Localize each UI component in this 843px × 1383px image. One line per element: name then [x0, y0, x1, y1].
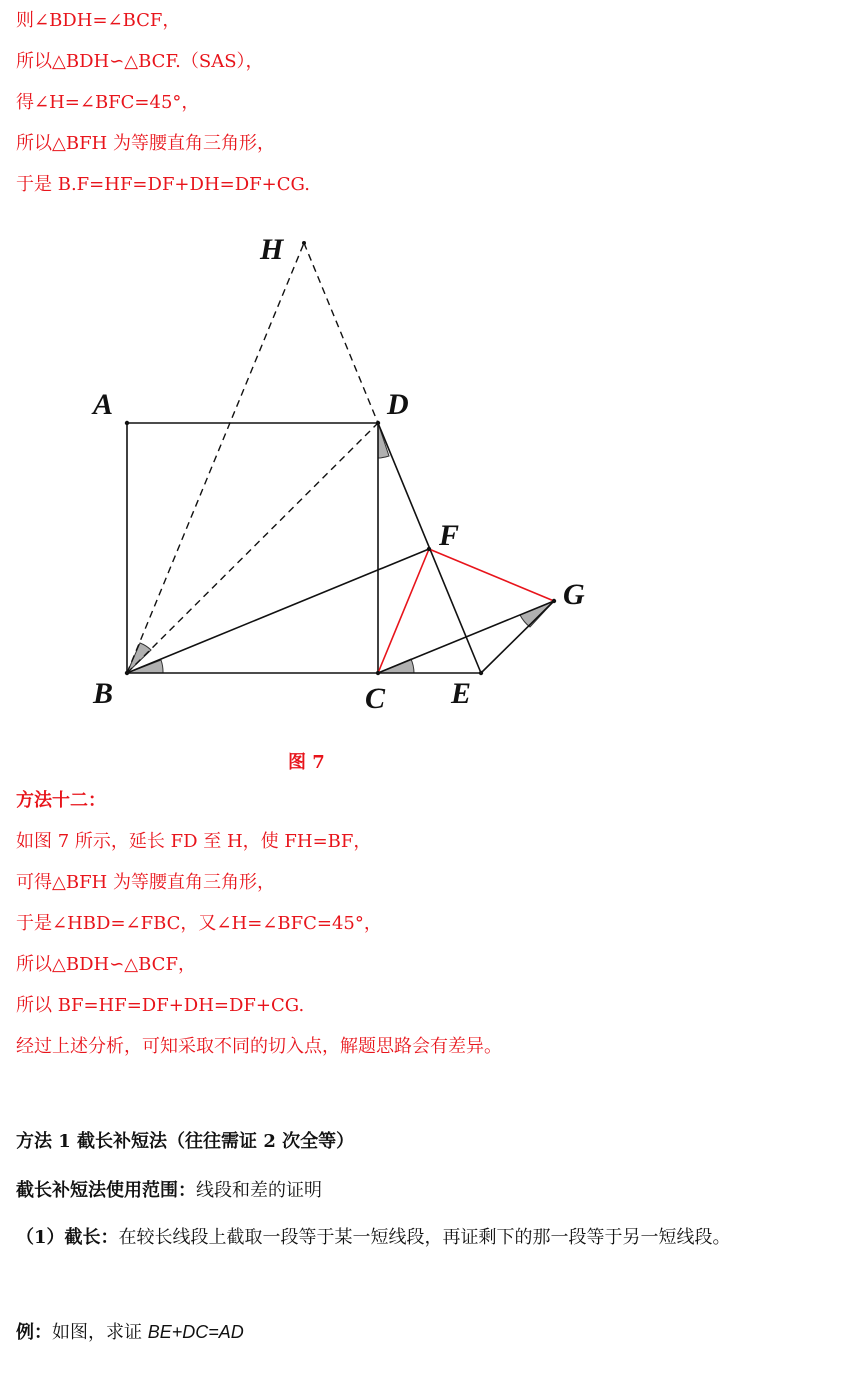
item1-text: 在较长线段上截取一段等于某一短线段，再证剩下的那一段等于另一短线段。: [118, 1227, 731, 1248]
point-d: [376, 421, 380, 425]
example-formula: BE+DC=AD: [147, 1322, 244, 1342]
range-text: 线段和差的证明: [196, 1180, 322, 1201]
item1-label: （1）截长：: [16, 1227, 119, 1248]
text-line-3: 得∠H=∠BFC=45°，: [16, 92, 200, 113]
text-line-2: 所以△BDH∽△BCF.（SAS），: [16, 51, 264, 72]
method12-line-3: 于是∠HBD=∠FBC，又∠H=∠BFC=45°，: [16, 913, 382, 934]
example-label: 例：: [16, 1322, 52, 1343]
angle-mark-g: [520, 601, 554, 627]
method12-line-4: 所以△BDH∽△BCF，: [16, 954, 196, 975]
label-f: F: [439, 519, 460, 552]
method12-line-5: 所以 BF=HF=DF+DH=DF+CG.: [16, 995, 305, 1016]
label-h: H: [260, 233, 284, 266]
point-b: [125, 671, 129, 675]
label-a: A: [93, 388, 114, 421]
section-heading: 方法 1 截长补短法（往往需证 2 次全等）: [16, 1131, 355, 1152]
segment-hd-dashed: [304, 243, 378, 423]
figure-caption: 图 7: [288, 752, 325, 773]
point-f: [427, 547, 431, 551]
item1-line: [16, 1227, 731, 1249]
segment-ge: [481, 601, 554, 673]
label-e: E: [451, 677, 472, 710]
method12-heading: 方法十二：: [16, 790, 106, 811]
label-g: G: [563, 578, 585, 611]
segment-bd-dashed: [127, 423, 378, 673]
point-a: [125, 421, 129, 425]
range-line: [16, 1180, 322, 1202]
text-line-1: 则∠BDH=∠BCF，: [16, 10, 181, 31]
point-c: [376, 671, 380, 675]
geometry-figure: [0, 215, 843, 745]
point-g: [552, 599, 556, 603]
method12-line-6: 经过上述分析，可知采取不同的切入点，解题思路会有差异。: [16, 1036, 502, 1057]
segment-cg: [378, 601, 554, 673]
example-text: 如图，求证: [52, 1322, 148, 1343]
label-c: C: [365, 682, 386, 715]
method12-line-2: 可得△BFH 为等腰直角三角形，: [16, 872, 275, 893]
point-e: [479, 671, 483, 675]
segment-bf: [127, 549, 429, 673]
text-line-5: 于是 B.F=HF=DF+DH=DF+CG.: [16, 174, 310, 195]
text-line-4: 所以△BFH 为等腰直角三角形，: [16, 133, 275, 154]
example-line: [16, 1321, 244, 1344]
point-h: [302, 241, 306, 245]
label-b: B: [93, 677, 114, 710]
label-d: D: [387, 388, 409, 421]
range-label: 截长补短法使用范围：: [16, 1180, 196, 1201]
method12-line-1: 如图 7 所示，延长 FD 至 H，使 FH=BF，: [16, 831, 372, 852]
segment-bh-dashed: [127, 243, 304, 673]
